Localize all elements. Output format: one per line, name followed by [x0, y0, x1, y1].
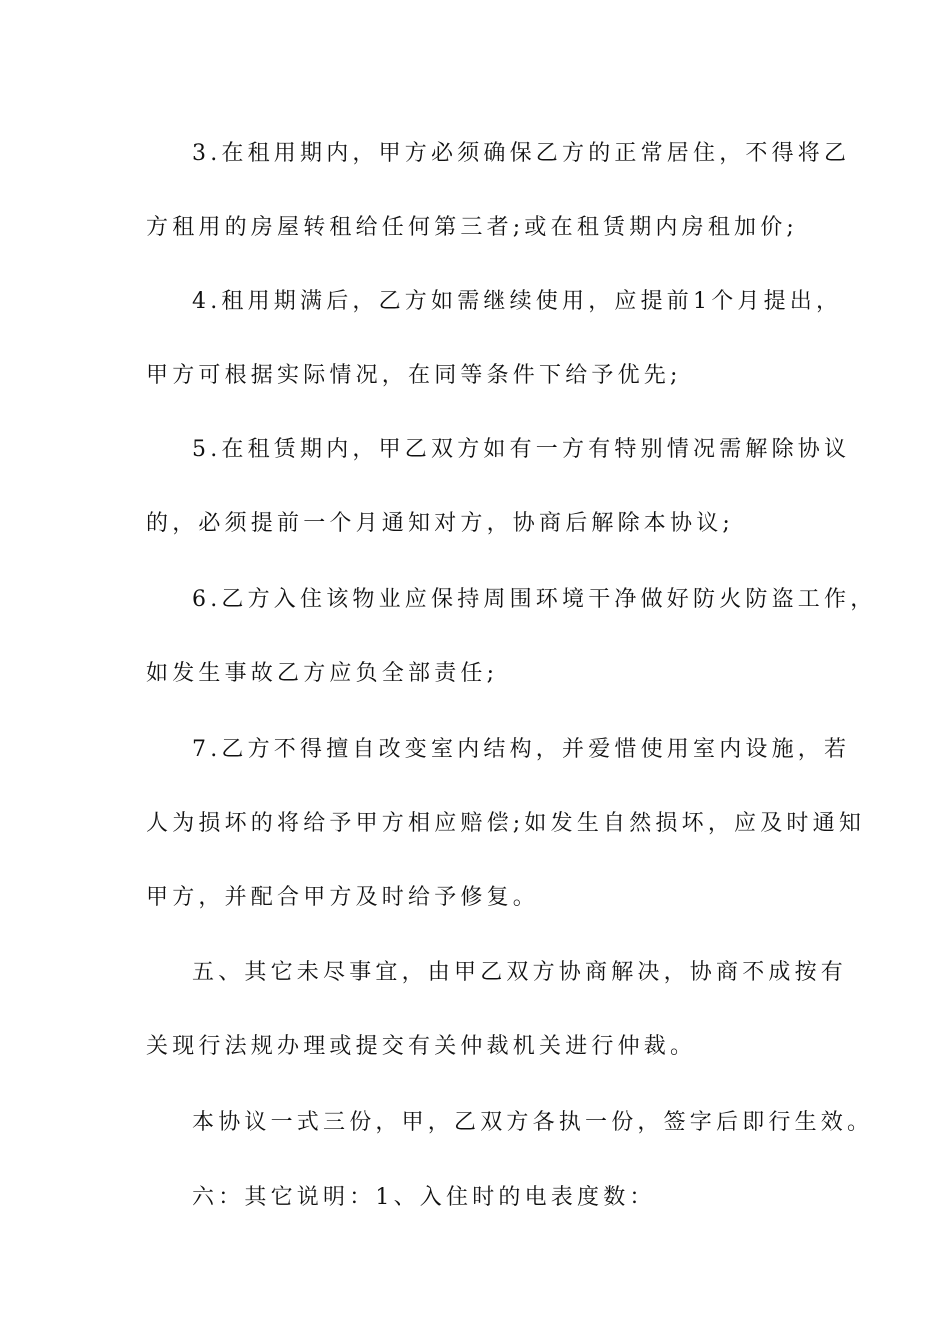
clause-6-line-2: 如发生事故乙方应负全部责任;	[146, 661, 499, 686]
clause-4-line-1: 4.租用期满后，乙方如需继续使用，应提前1个月提出，	[192, 289, 843, 314]
clause-7-line-1: 7.乙方不得擅自改变室内结构，并爱惜使用室内设施，若	[192, 737, 851, 762]
clause-6-line-1: 6.乙方入住该物业应保持周围环境干净做好防火防盗工作，	[192, 587, 877, 612]
clause-3-line-1: 3.在租用期内，甲方必须确保乙方的正常居住，不得将乙	[192, 141, 851, 166]
clause-5-line-1: 5.在租赁期内，甲乙双方如有一方有特别情况需解除协议	[192, 437, 851, 462]
section-5-line-2: 关现行法规办理或提交有关仲裁机关进行仲裁。	[146, 1034, 697, 1059]
clause-7-line-2: 人为损坏的将给予甲方相应赔偿;如发生自然损坏，应及时通知	[146, 811, 866, 836]
section-6-line: 六：其它说明：1、入住时的电表度数：	[192, 1185, 656, 1210]
section-5-line-1: 五、其它未尽事宜，由甲乙双方协商解决，协商不成按有	[192, 960, 848, 985]
clause-7-line-3: 甲方，并配合甲方及时给予修复。	[146, 885, 540, 910]
clause-4-line-2: 甲方可根据实际情况，在同等条件下给予优先;	[146, 363, 682, 388]
clause-5-line-2: 的，必须提前一个月通知对方，协商后解除本协议;	[146, 511, 735, 536]
clause-3-line-2: 方租用的房屋转租给任何第三者;或在租赁期内房租加价;	[146, 215, 799, 240]
copies-clause-line: 本协议一式三份，甲，乙双方各执一份，签字后即行生效。	[192, 1110, 874, 1135]
